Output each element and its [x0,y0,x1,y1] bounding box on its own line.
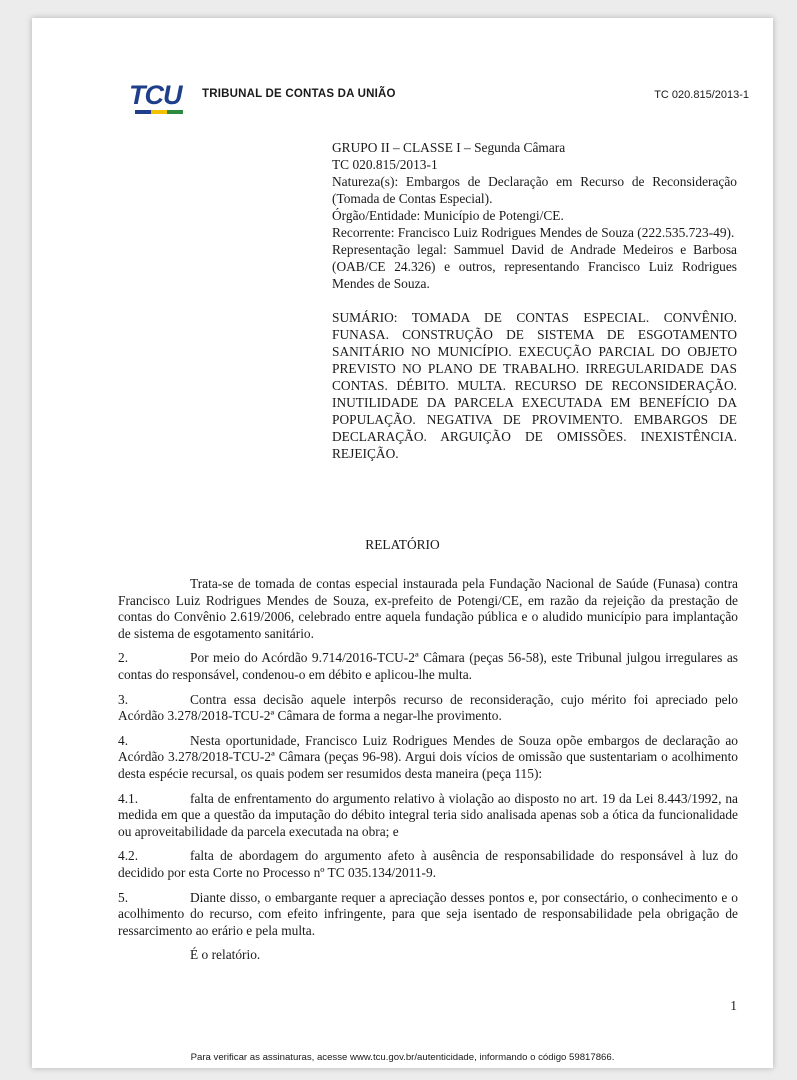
paragraph [118,576,738,642]
paragraph-number: 4. [118,732,129,748]
paragraph-text: Nesta oportunidade, Francisco Luiz Rodrigues Mendes de Souza opõe embargos de declaração ao Acórdão 3.278/2018-TCU-2ª Câmara (peças 96-98). Argui dois vícios de omissão que sustentariam o acolhimento desta espécie recursal, os quais podem ser resumidos desta maneira (peça 115): [118,732,738,781]
paragraph-number: 2. [118,650,129,666]
paragraph-text: É o relatório. [190,947,261,963]
recorrente-line: Recorrente: Francisco Luiz Rodrigues Mendes de Souza (222.535.723-49). [332,225,735,240]
paragraph-text: falta de abordagem do argumento afeto à ausência de responsabilidade do responsável à luz do decidido por esta Corte no Processo nº TC 035.134/2011-9. [118,848,738,880]
document-page [32,18,773,1068]
orgao-line: Órgão/Entidade: Município de Potengi/CE. [332,208,564,223]
logo-bar-yellow [151,110,167,114]
paragraph [118,650,738,683]
paragraph-text: Diante disso, o embargante requer a apreciação desses pontos e, por consectário, o conhecimento e o acolhimento do recurso, com efeito infringente, para que seja isentado de responsabilidade pela obrigação de ressarcimento ao erário e pela multa. [118,889,738,938]
organization-name: TRIBUNAL DE CONTAS DA UNIÃO [202,88,396,100]
paragraph [118,890,738,940]
tcu-logo [127,80,189,116]
report-title: RELATÓRIO [365,537,440,552]
paragraph [118,791,738,841]
grupo-line: GRUPO II – CLASSE I – Segunda Câmara [332,140,566,155]
page-number: 1 [730,998,737,1013]
paragraph-text: Por meio do Acórdão 9.714/2016-TCU-2ª Câmara (peças 56-58), este Tribunal julgou irregulares as contas do responsável, condenou-o em débito e aplicou-lhe multa. [118,650,738,682]
paragraph-number: 3. [118,691,129,707]
paragraph-text: Contra essa decisão aquele interpôs recurso de reconsideração, cujo mérito foi apreciado pelo Acórdão 3.278/2018-TCU-2ª Câmara de forma a negar-lhe provimento. [118,691,738,724]
logo-bar-green [167,110,183,114]
paragraph-text: falta de enfrentamento do argumento relativo à violação ao disposto no art. 19 da Lei 8.443/1992, na medida em que a questão da imputação do débito integral teria sido analisada apenas sob a ótica da funcionalidade ou aproveitabilidade da parcela executada na obra; e [118,790,738,839]
verification-footer: Para verificar as assinaturas, acesse www.tcu.gov.br/autenticidade, informando o código 59817866. [190,1052,615,1063]
paragraph-number: 4.1. [118,790,139,806]
paragraph [118,733,738,783]
paragraph [118,692,738,725]
tcu-logo-text: TCU [129,80,182,110]
case-metadata [332,139,737,462]
paragraph-number: 5. [118,889,129,905]
logo-bar-blue [135,110,151,114]
sumario-block: SUMÁRIO: TOMADA DE CONTAS ESPECIAL. CONVÊNIO. FUNASA. CONSTRUÇÃO DE SISTEMA DE ESGOTAMENTO SANITÁRIO NO MUNICÍPIO. EXECUÇÃO PARCIAL DO OBJETO PREVISTO NO PLANO DE TRABALHO. IRREGULARIDADE DAS CONTAS. DÉBITO. MULTA. RECURSO DE RECONSIDERAÇÃO. INUTILIDADE DA PARCELA EXECUTADA EM BENEFÍCIO DA POPULAÇÃO. NEGATIVA DE PROVIMENTO. EMBARGOS DE DECLARAÇÃO. ARGUIÇÃO DE OMISSÕES. INEXISTÊNCIA. REJEIÇÃO. [332,310,737,461]
paragraph [118,947,738,964]
paragraph-number: 4.2. [118,848,139,864]
representacao-line: Representação legal: Sammuel David de Andrade Medeiros e Barbosa (OAB/CE 24.326) e outros, representando Francisco Luiz Rodrigues Mendes de Souza. [332,242,737,291]
natureza-line: Natureza(s): Embargos de Declaração em Recurso de Reconsideração (Tomada de Contas Especial). [332,174,737,206]
paragraph [118,848,738,881]
report-body [118,576,738,972]
paragraph-text: Trata-se de tomada de contas especial instaurada pela Fundação Nacional de Saúde (Funasa) contra Francisco Luiz Rodrigues Mendes de Souza, ex-prefeito de Potengi/CE, em razão da rejeição da prestação de contas do Convênio 2.619/2006, celebrado entre aquela fundação pública e o aludido município para implantação de sistema de esgotamento sanitário. [118,576,738,641]
header-process-id: TC 020.815/2013-1 [654,89,749,101]
tc-line: TC 020.815/2013-1 [332,157,438,172]
